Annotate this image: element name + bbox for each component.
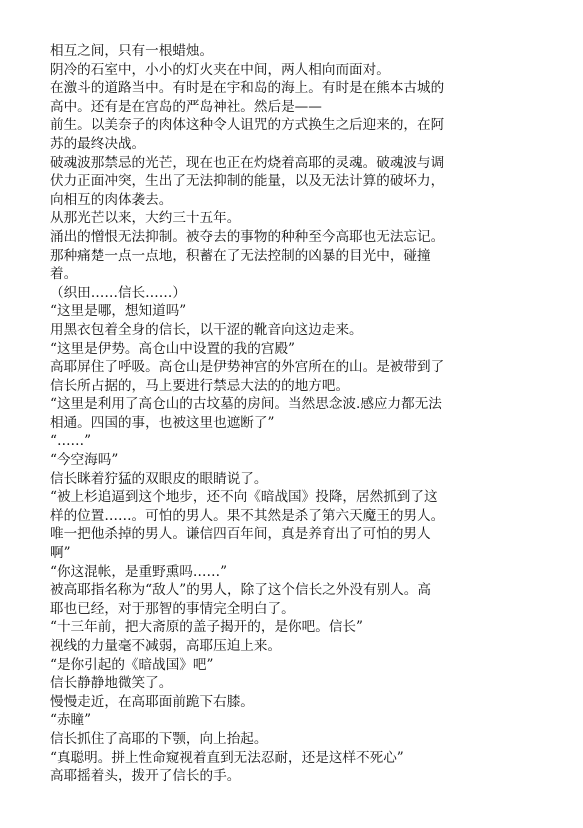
text-line: 苏的最终决战。 xyxy=(50,135,146,152)
text-line: “今空海吗” xyxy=(50,452,119,469)
text-line: “……” xyxy=(50,433,92,450)
text-line: 着。 xyxy=(50,266,78,283)
text-line: “这里是哪，想知道吗” xyxy=(50,303,187,320)
text-line: 信长静静地微笑了。 xyxy=(50,675,173,692)
text-line: 在激斗的道路当中。有时是在宇和岛的海上。有时是在熊本古城的 xyxy=(50,80,445,97)
text-line: 唯一把他杀掉的男人。谦信四百年间，真是养育出了可怕的男人 xyxy=(50,526,431,543)
text-line: 被高耶指名称为“敌人”的男人，除了这个信长之外没有别人。高 xyxy=(50,582,431,599)
text-line: 耶也已经，对于那智的事情完全明白了。 xyxy=(50,600,295,617)
text-line: 高耶摇着头，拨开了信长的手。 xyxy=(50,768,241,785)
text-line: “赤瞳” xyxy=(50,712,92,729)
text-line: 相互之间，只有一根蜡烛。 xyxy=(50,43,214,59)
text-line: 前生。以美奈子的肉体这种令人诅咒的方式换生之后迎来的，在阿 xyxy=(50,117,445,134)
text-line: 样的位置……。可怕的男人。果不其然是杀了第六天魔王的男人。 xyxy=(50,507,445,524)
text-line: 信长抓住了高耶的下颚，向上抬起。 xyxy=(50,730,268,747)
text-line: 慢慢走近，在高耶面前跪下右膝。 xyxy=(50,693,254,710)
text-line: “是你引起的《暗战国》吧” xyxy=(50,656,214,673)
text-line: 相通。四国的事，也被这里也遮断了” xyxy=(50,414,275,431)
text-line: 高中。还有是在宫岛的严岛神社。然后是—— xyxy=(50,98,322,115)
text-line: 涌出的憎恨无法抑制。被夺去的事物的种种至今高耶也无法忘记。 xyxy=(50,228,445,245)
text-line: 从那光芒以来，大约三十五年。 xyxy=(50,210,241,227)
text-line: 伏力正面冲突，生出了无法抑制的能量，以及无法计算的破坏力， xyxy=(50,173,445,190)
text-line: “十三年前，把大斋原的盖子揭开的，是你吧。信长” xyxy=(50,619,363,636)
text-line: 用黑衣包着全身的信长，以干涩的靴音向这边走来。 xyxy=(50,321,363,338)
document-body xyxy=(50,42,553,786)
text-line: “你这混帐，是重野熏吗……” xyxy=(50,563,228,580)
text-line: 啊” xyxy=(50,545,71,562)
text-line: “被上杉追逼到这个地步，还不向《暗战国》投降，居然抓到了这 xyxy=(50,489,438,506)
text-line: 破魂波那禁忌的光芒，现在也正在灼烧着高耶的灵魂。破魂波与调 xyxy=(50,154,445,171)
text-line: 高耶屏住了呼吸。高仓山是伊势神宫的外宫所在的山。是被带到了 xyxy=(50,359,445,376)
text-line: 信长眯着狞猛的双眼皮的眼睛说了。 xyxy=(50,470,268,487)
text-line: 信长所占据的，马上要进行禁忌大法的的地方吧。 xyxy=(50,377,350,394)
text-line: 阴冷的石室中，小小的灯火夹在中间，两人相向而面对。 xyxy=(50,61,390,78)
text-line: “这里是伊势。高仓山中设置的我的宫殿” xyxy=(50,340,295,357)
text-line: “真聪明。拼上性命窥视着直到无法忍耐，还是这样不死心” xyxy=(50,749,404,766)
text-line: （织田……信长……） xyxy=(50,284,186,301)
text-line: “这里是利用了高仓山的古坟墓的房间。当然思念波.感应力都无法 xyxy=(50,396,442,413)
text-line: 向相互的肉体袭去。 xyxy=(50,191,173,208)
text-line: 那种痛楚一点一点地，积蓄在了无法控制的凶暴的目光中，碰撞 xyxy=(50,247,431,264)
text-line: 视线的力量毫不减弱，高耶压迫上来。 xyxy=(50,638,282,654)
